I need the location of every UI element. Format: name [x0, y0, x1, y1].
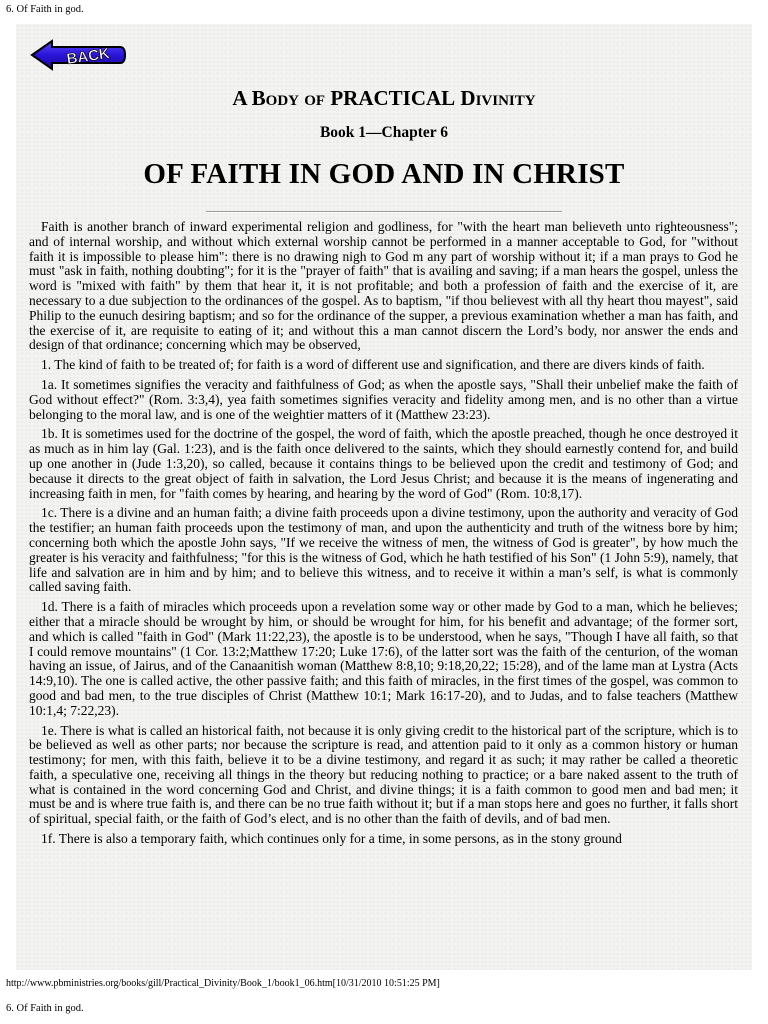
- back-button-label: BACK: [65, 45, 111, 68]
- series-title-suffix: Divinity: [455, 86, 536, 110]
- paragraph-1c: 1c. There is a divine and an human faith; a divine faith proceeds upon a divine testimony, upon the authority and veracity of God the testifier; an human faith proceeds upon the testimony of man, and upon the authenticity and truth of the witness bore by him; concerning both which the apostle John says, "If we receive the witness of men, the witness of God is greater", by how much the greater is his veracity and faithfulness; "for this is the witness of God, which he hath testified of his Son" (1 John 5:9), namely, that life and salvation are in him and by him; and to believe this witness, and to receive it within a man’s self, is what is commonly called saving faith.: [29, 505, 738, 595]
- print-footer-url: http://www.pbministries.org/books/gill/Practical_Divinity/Book_1/book1_06.htm[10/31/2010 10:51:25 PM]: [6, 978, 440, 989]
- back-button[interactable]: [30, 38, 126, 72]
- paragraph-1d: 1d. There is a faith of miracles which proceeds upon a revelation some way or other made by God to a man, which he believes; either that a miracle should be wrought by him, or should be wrought for him, for his benefit and advantage; of the former sort, and which is called "faith in God" (Mark 11:22,23), the apostle is to be understood, when he says, "Though I have all faith, so that I could remove mountains" (1 Cor. 13:2;Matthew 17:20; Luke 17:6), of the latter sort was the faith of the centurion, of the woman having an issue, of Jairus, and of the Canaanitish woman (Matthew 8:8,10; 9:18,20,22; 15:28), and of the lame man at Lystra (Acts 14:9,10). The one is called active, the other passive faith; and this faith of miracles, in the first times of the gospel, was common to good and bad men, to the true disciples of Christ (Matthew 10:1; Mark 16:17-20), and to Judas, and to false teachers (Matthew 10:1,4; 7:22,23).: [29, 599, 738, 718]
- series-title-main: PRACTICAL: [330, 86, 456, 110]
- series-title-prefix: A Body of: [232, 86, 331, 110]
- print-header: 6. Of Faith in god.: [6, 4, 84, 15]
- paragraph-1a: 1a. It sometimes signifies the veracity and faithfulness of God; as when the apostle says, "Shall their unbelief make the faith of God without effect?" (Rom. 3:3,4), yea faith sometimes signifies veracity and fidelity among men, and is no other than a virtue belonging to the moral law, and is one of the weightier matters of it (Matthew 23:23).: [29, 376, 738, 422]
- chapter-title: Book 1—Chapter 6: [319, 124, 449, 141]
- paragraph-1f: 1f. There is also a temporary faith, which continues only for a time, in some persons, as in the stony ground: [41, 831, 622, 847]
- paragraph-1: 1. The kind of faith to be treated of; for faith is a word of different use and signification, and there are divers kinds of faith.: [41, 357, 705, 373]
- paragraph-intro: Faith is another branch of inward experimental religion and godliness, for "with the heart man believeth unto righteousness"; and of internal worship, and without which external worship cannot be performed in a manner acceptable to God, for "without faith it is impossible to please him": there is no drawing nigh to God m any part of worship without it; if a man prays to God he must "ask in faith, nothing doubting"; for it is the "prayer of faith" that is availing and saving; if a man hears the gospel, unless the word is "mixed with faith" by them that hear it, it is not profitable; and both a profession of faith and the exercise of it, are necessary to a due subjection to the ordinances of the gospel. As to baptism, "if thou believest with all thy heart thou mayest", said Philip to the eunuch desiring baptism; and so for the ordinance of the supper, a previous examination whether a man has faith, and the exercise of it, are requisite to eating of it; and without this a man cannot discern the Lord’s body, nor answer the ends and design of that ordinance; concerning which may be observed,: [29, 219, 738, 353]
- back-arrow-icon: [30, 38, 126, 72]
- document-page: [16, 24, 752, 970]
- body-text: [29, 220, 738, 852]
- paragraph-1b: 1b. It is sometimes used for the doctrine of the gospel, the word of faith, which the apostle preached, though he once destroyed it as much as in him lay (Gal. 1:23), and is the faith once delivered to the saints, which they should earnestly contend for, and build up one another in (Jude 1:3,20), so called, because it contains things to be believed upon the credit and testimony of God; and because it directs to the great object of faith in salvation, the Lord Jesus Christ; and because it is the means of ingenerating and increasing faith in men, for "faith comes by hearing, and hearing by the word of God" (Rom. 10:8,17).: [29, 426, 738, 501]
- title-divider: [206, 211, 562, 213]
- paragraph-1e: 1e. There is what is called an historical faith, not because it is only giving credit to the historical part of the scripture, which is to be believed as well as other parts; nor because the scripture is read, and attention paid to it only as a common history or human testimony; for men, with this faith, believe it to be a divine testimony, and regard it as such; it may rather be called a theoretic faith, a speculative one, receiving all things in the theory but reducing nothing to practice; or a bare naked assent to the truth of what is contained in the word concerning God and Christ, and divine things; it is a faith common to good men and bad men; it must be and is where true faith is, and there can be no true faith without it; but if a man stops here and goes no further, it falls short of spiritual, special faith, or the faith of God’s elect, and is no other than the faith of devils, and of bad men.: [29, 722, 738, 827]
- page-title: OF FAITH IN GOD AND IN CHRIST: [143, 158, 625, 190]
- series-title: [16, 86, 752, 111]
- print-footer-title: 6. Of Faith in god.: [6, 1003, 84, 1014]
